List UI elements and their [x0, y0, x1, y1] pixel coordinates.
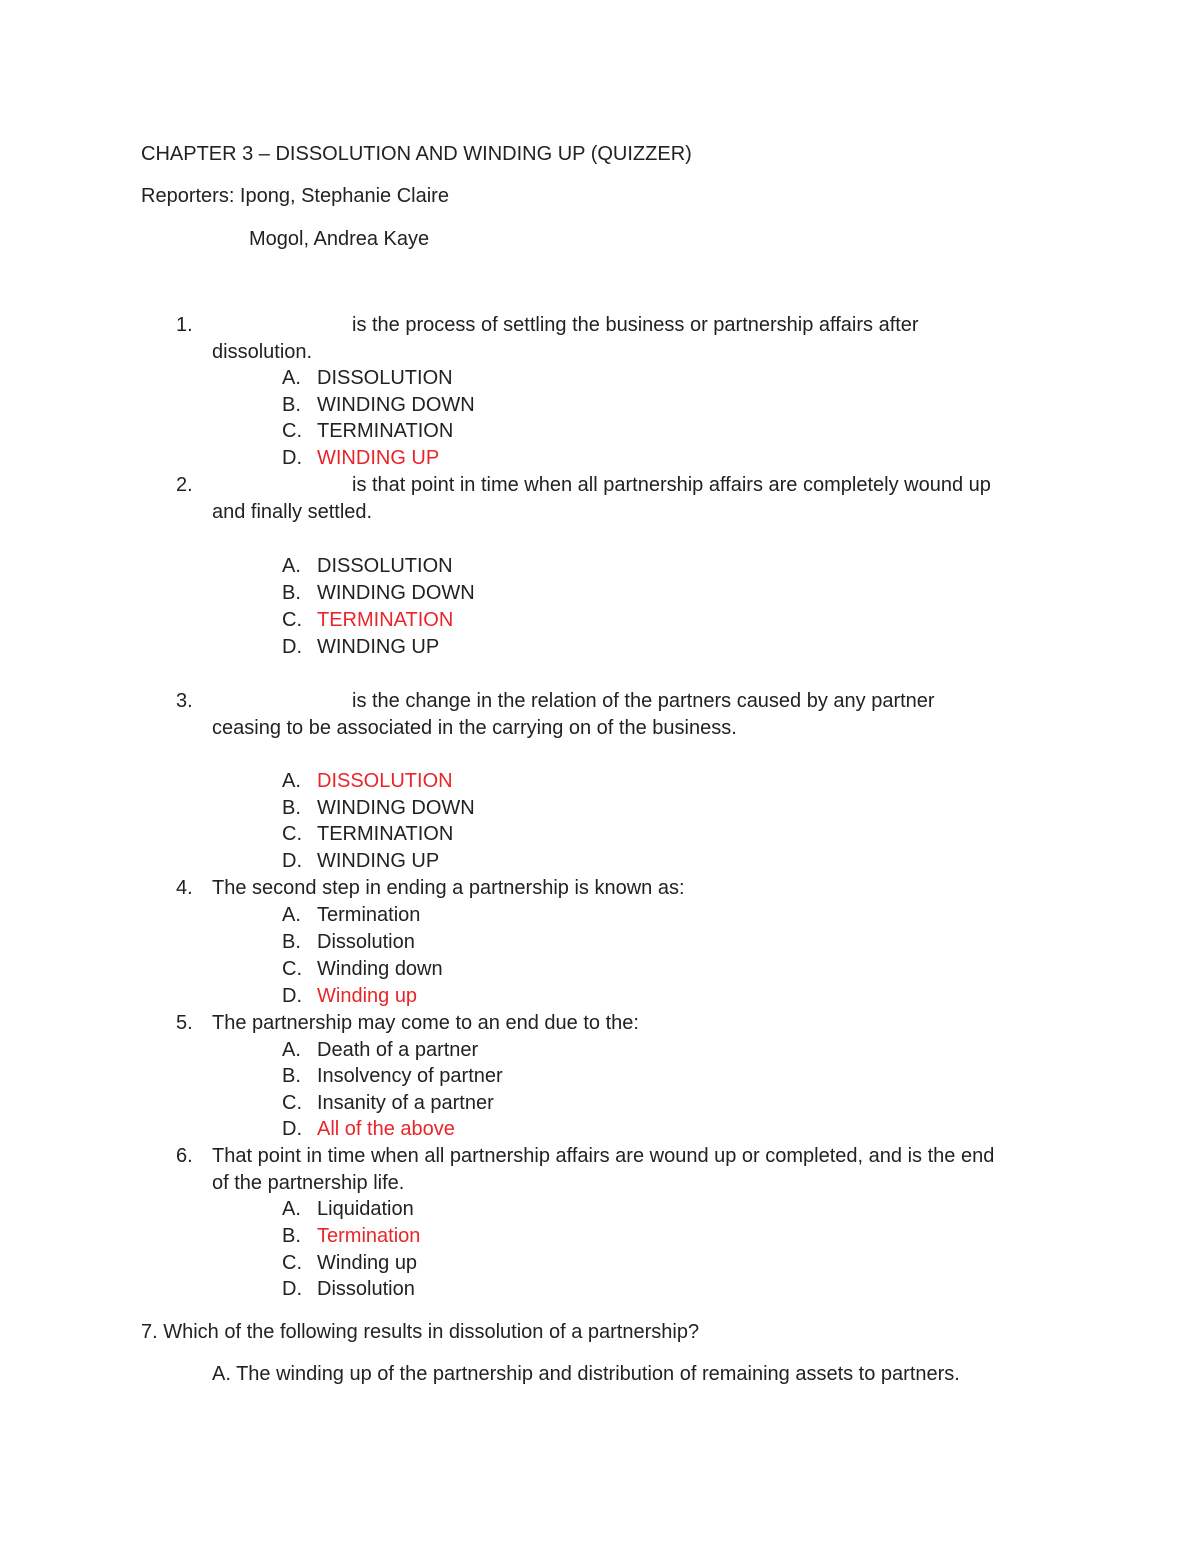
option-text: DISSOLUTION	[317, 555, 453, 577]
correct-answer: DISSOLUTION	[317, 770, 453, 792]
option-letter: B.	[282, 931, 301, 953]
question-text: That point in time when all partnership affairs are wound up or completed, and is the end	[212, 1145, 995, 1167]
correct-answer: WINDING UP	[317, 447, 440, 469]
question-text: is the process of settling the business or partnership affairs after	[352, 314, 919, 336]
reporters-line: Reporters: Ipong, Stephanie Claire	[141, 185, 449, 207]
question-text: is the change in the relation of the partners caused by any partner	[352, 690, 935, 712]
option-letter: D.	[282, 985, 302, 1007]
question-number: 3.	[176, 690, 193, 712]
question-text: 7. Which of the following results in dissolution of a partnership?	[141, 1321, 700, 1343]
option-letter: B.	[282, 797, 301, 819]
option-letter: A.	[282, 904, 301, 926]
option-letter: A.	[282, 367, 301, 389]
option-letter: D.	[282, 636, 302, 658]
option-letter: D.	[282, 1278, 302, 1300]
option-text: Dissolution	[317, 931, 415, 953]
correct-answer: Winding up	[317, 985, 418, 1007]
correct-answer: TERMINATION	[317, 609, 454, 631]
option-text: Death of a partner	[317, 1039, 479, 1061]
option-text: WINDING UP	[317, 636, 440, 658]
question-text: The second step in ending a partnership is known as:	[212, 877, 685, 899]
question-text: ceasing to be associated in the carrying on of the business.	[212, 717, 737, 739]
option-text: Winding down	[317, 958, 443, 980]
option-text: Termination	[317, 904, 421, 926]
question-number: 6.	[176, 1145, 193, 1167]
question-number: 2.	[176, 474, 193, 496]
correct-answer: Termination	[317, 1225, 421, 1247]
question-text: is that point in time when all partnership affairs are completely wound up	[352, 474, 991, 496]
option-text: WINDING DOWN	[317, 582, 475, 604]
option-letter: D.	[282, 1118, 302, 1140]
option-letter: C.	[282, 958, 302, 980]
question-text: and finally settled.	[212, 501, 373, 523]
question-number: 5.	[176, 1012, 193, 1034]
option-text: Insanity of a partner	[317, 1092, 494, 1114]
question-text: of the partnership life.	[212, 1172, 405, 1194]
reporter-name-2: Mogol, Andrea Kaye	[249, 228, 430, 250]
page-title: CHAPTER 3 – DISSOLUTION AND WINDING UP (QUIZZER)	[141, 143, 692, 165]
option-text: TERMINATION	[317, 420, 454, 442]
option-letter: B.	[282, 1225, 301, 1247]
option-letter: C.	[282, 1092, 302, 1114]
option-letter: C.	[282, 420, 302, 442]
option-text: Dissolution	[317, 1278, 415, 1300]
option-letter: A.	[282, 770, 301, 792]
option-letter: C.	[282, 823, 302, 845]
option-text: WINDING DOWN	[317, 797, 475, 819]
question-number: 1.	[176, 314, 193, 336]
option-text: DISSOLUTION	[317, 367, 453, 389]
option-text: WINDING UP	[317, 850, 440, 872]
option-text: A. The winding up of the partnership and distribution of remaining assets to partners.	[212, 1363, 960, 1385]
option-letter: B.	[282, 582, 301, 604]
option-letter: A.	[282, 555, 301, 577]
option-text: Winding up	[317, 1252, 418, 1274]
option-letter: A.	[282, 1039, 301, 1061]
question-text: The partnership may come to an end due to the:	[212, 1012, 639, 1034]
option-letter: C.	[282, 1252, 302, 1274]
question-number: 4.	[176, 877, 193, 899]
option-letter: C.	[282, 609, 302, 631]
option-letter: A.	[282, 1198, 301, 1220]
option-text: Insolvency of partner	[317, 1065, 503, 1087]
option-text: WINDING DOWN	[317, 394, 475, 416]
option-letter: B.	[282, 1065, 301, 1087]
question-text: dissolution.	[212, 341, 313, 363]
option-letter: B.	[282, 394, 301, 416]
option-text: Liquidation	[317, 1198, 414, 1220]
option-letter: D.	[282, 447, 302, 469]
correct-answer: All of the above	[317, 1118, 455, 1140]
option-text: TERMINATION	[317, 823, 454, 845]
option-letter: D.	[282, 850, 302, 872]
